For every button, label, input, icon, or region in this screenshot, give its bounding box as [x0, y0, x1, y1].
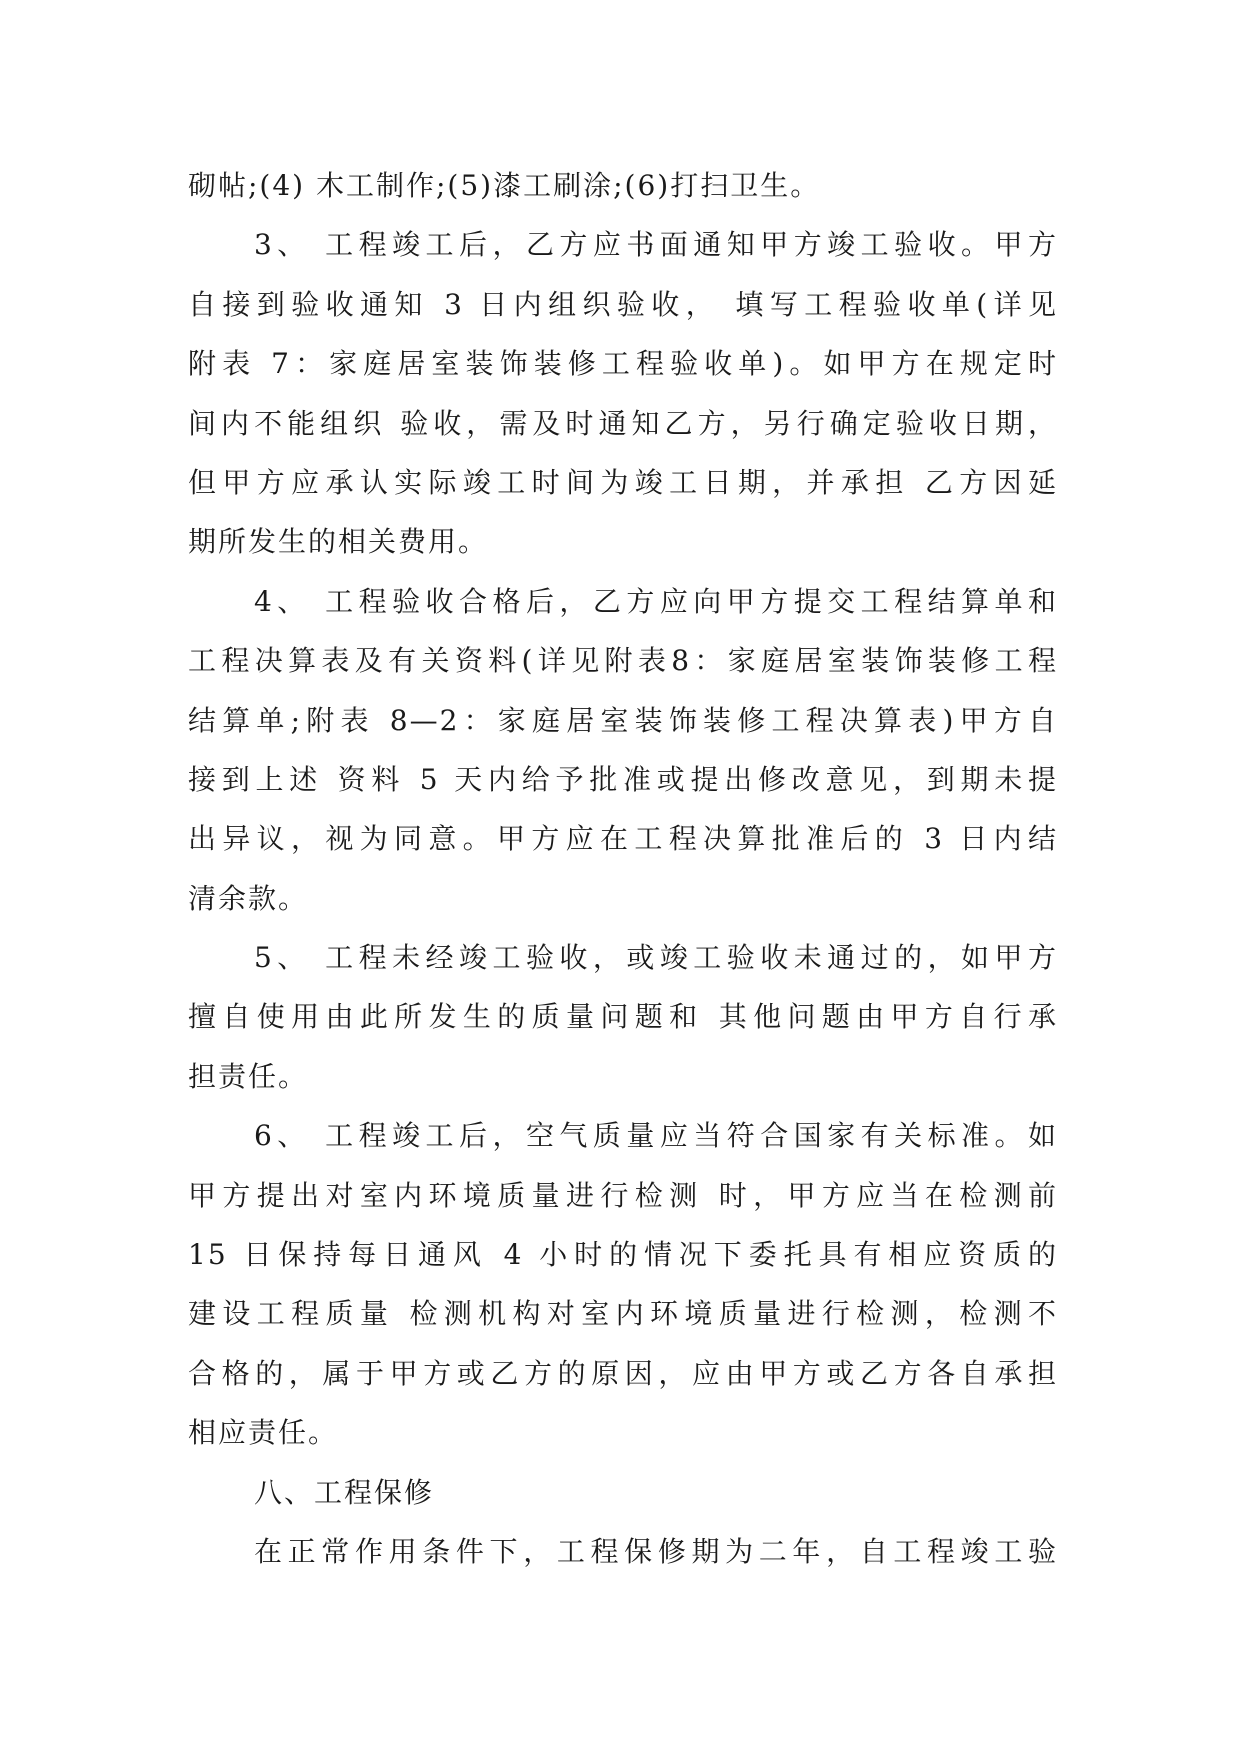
text-line: 合格的，属于甲方或乙方的原因，应由甲方或乙方各自承担	[188, 1356, 1058, 1390]
text-line: 间内不能组织 验收，需及时通知乙方，另行确定验收日期，	[188, 406, 1058, 440]
text-line: 砌帖;(4) 木工制作;(5)漆工刷涂;(6)打扫卫生。	[188, 169, 821, 202]
document-body	[188, 156, 1058, 1581]
text-line: 担责任。	[188, 1059, 309, 1093]
text-line: 清余款。	[188, 881, 309, 915]
text-line: 甲方提出对室内环境质量进行检测 时，甲方应当在检测前	[188, 1178, 1058, 1212]
paragraph	[188, 572, 1058, 928]
text-line: 在正常作用条件下，工程保修期为二年，自工程竣工验	[254, 1534, 1058, 1568]
text-line: 工程决算表及有关资料(详见附表8：家庭居室装饰装修工程	[188, 644, 1058, 678]
text-line: 八、工程保修	[254, 1475, 435, 1509]
text-line: 擅自使用由此所发生的质量问题和 其他问题由甲方自行承	[188, 1000, 1058, 1034]
text-line: 5、 工程未经竣工验收，或竣工验收未通过的，如甲方	[254, 941, 1058, 975]
text-line: 4、 工程验收合格后，乙方应向甲方提交工程结算单和	[254, 584, 1058, 618]
text-line: 3、 工程竣工后，乙方应书面通知甲方竣工验收。甲方	[254, 228, 1058, 262]
text-line: 期所发生的相关费用。	[188, 525, 489, 559]
text-line: 建设工程质量 检测机构对室内环境质量进行检测，检测不	[188, 1297, 1058, 1331]
text-line: 但甲方应承认实际竣工时间为竣工日期，并承担 乙方因延	[188, 465, 1058, 499]
text-line: 6、 工程竣工后，空气质量应当符合国家有关标准。如	[254, 1119, 1058, 1153]
paragraph	[188, 1106, 1058, 1462]
text-line: 出异议，视为同意。甲方应在工程决算批准后的 3 日内结	[188, 822, 1058, 856]
text-line: 自接到验收通知 3 日内组织验收， 填写工程验收单(详见	[188, 287, 1058, 321]
text-line: 相应责任。	[188, 1416, 339, 1450]
text-line: 结算单;附表 8—2：家庭居室装饰装修工程决算表)甲方自	[188, 703, 1058, 737]
text-line: 15 日保持每日通风 4 小时的情况下委托具有相应资质的	[188, 1238, 1058, 1272]
paragraph	[188, 1522, 1058, 1581]
paragraph	[188, 156, 1058, 215]
paragraph	[188, 1463, 1058, 1522]
text-line: 附表 7：家庭居室装饰装修工程验收单)。如甲方在规定时	[188, 347, 1058, 381]
text-line: 接到上述 资料 5 天内给予批准或提出修改意见，到期未提	[188, 762, 1058, 796]
paragraph	[188, 215, 1058, 571]
paragraph	[188, 928, 1058, 1106]
